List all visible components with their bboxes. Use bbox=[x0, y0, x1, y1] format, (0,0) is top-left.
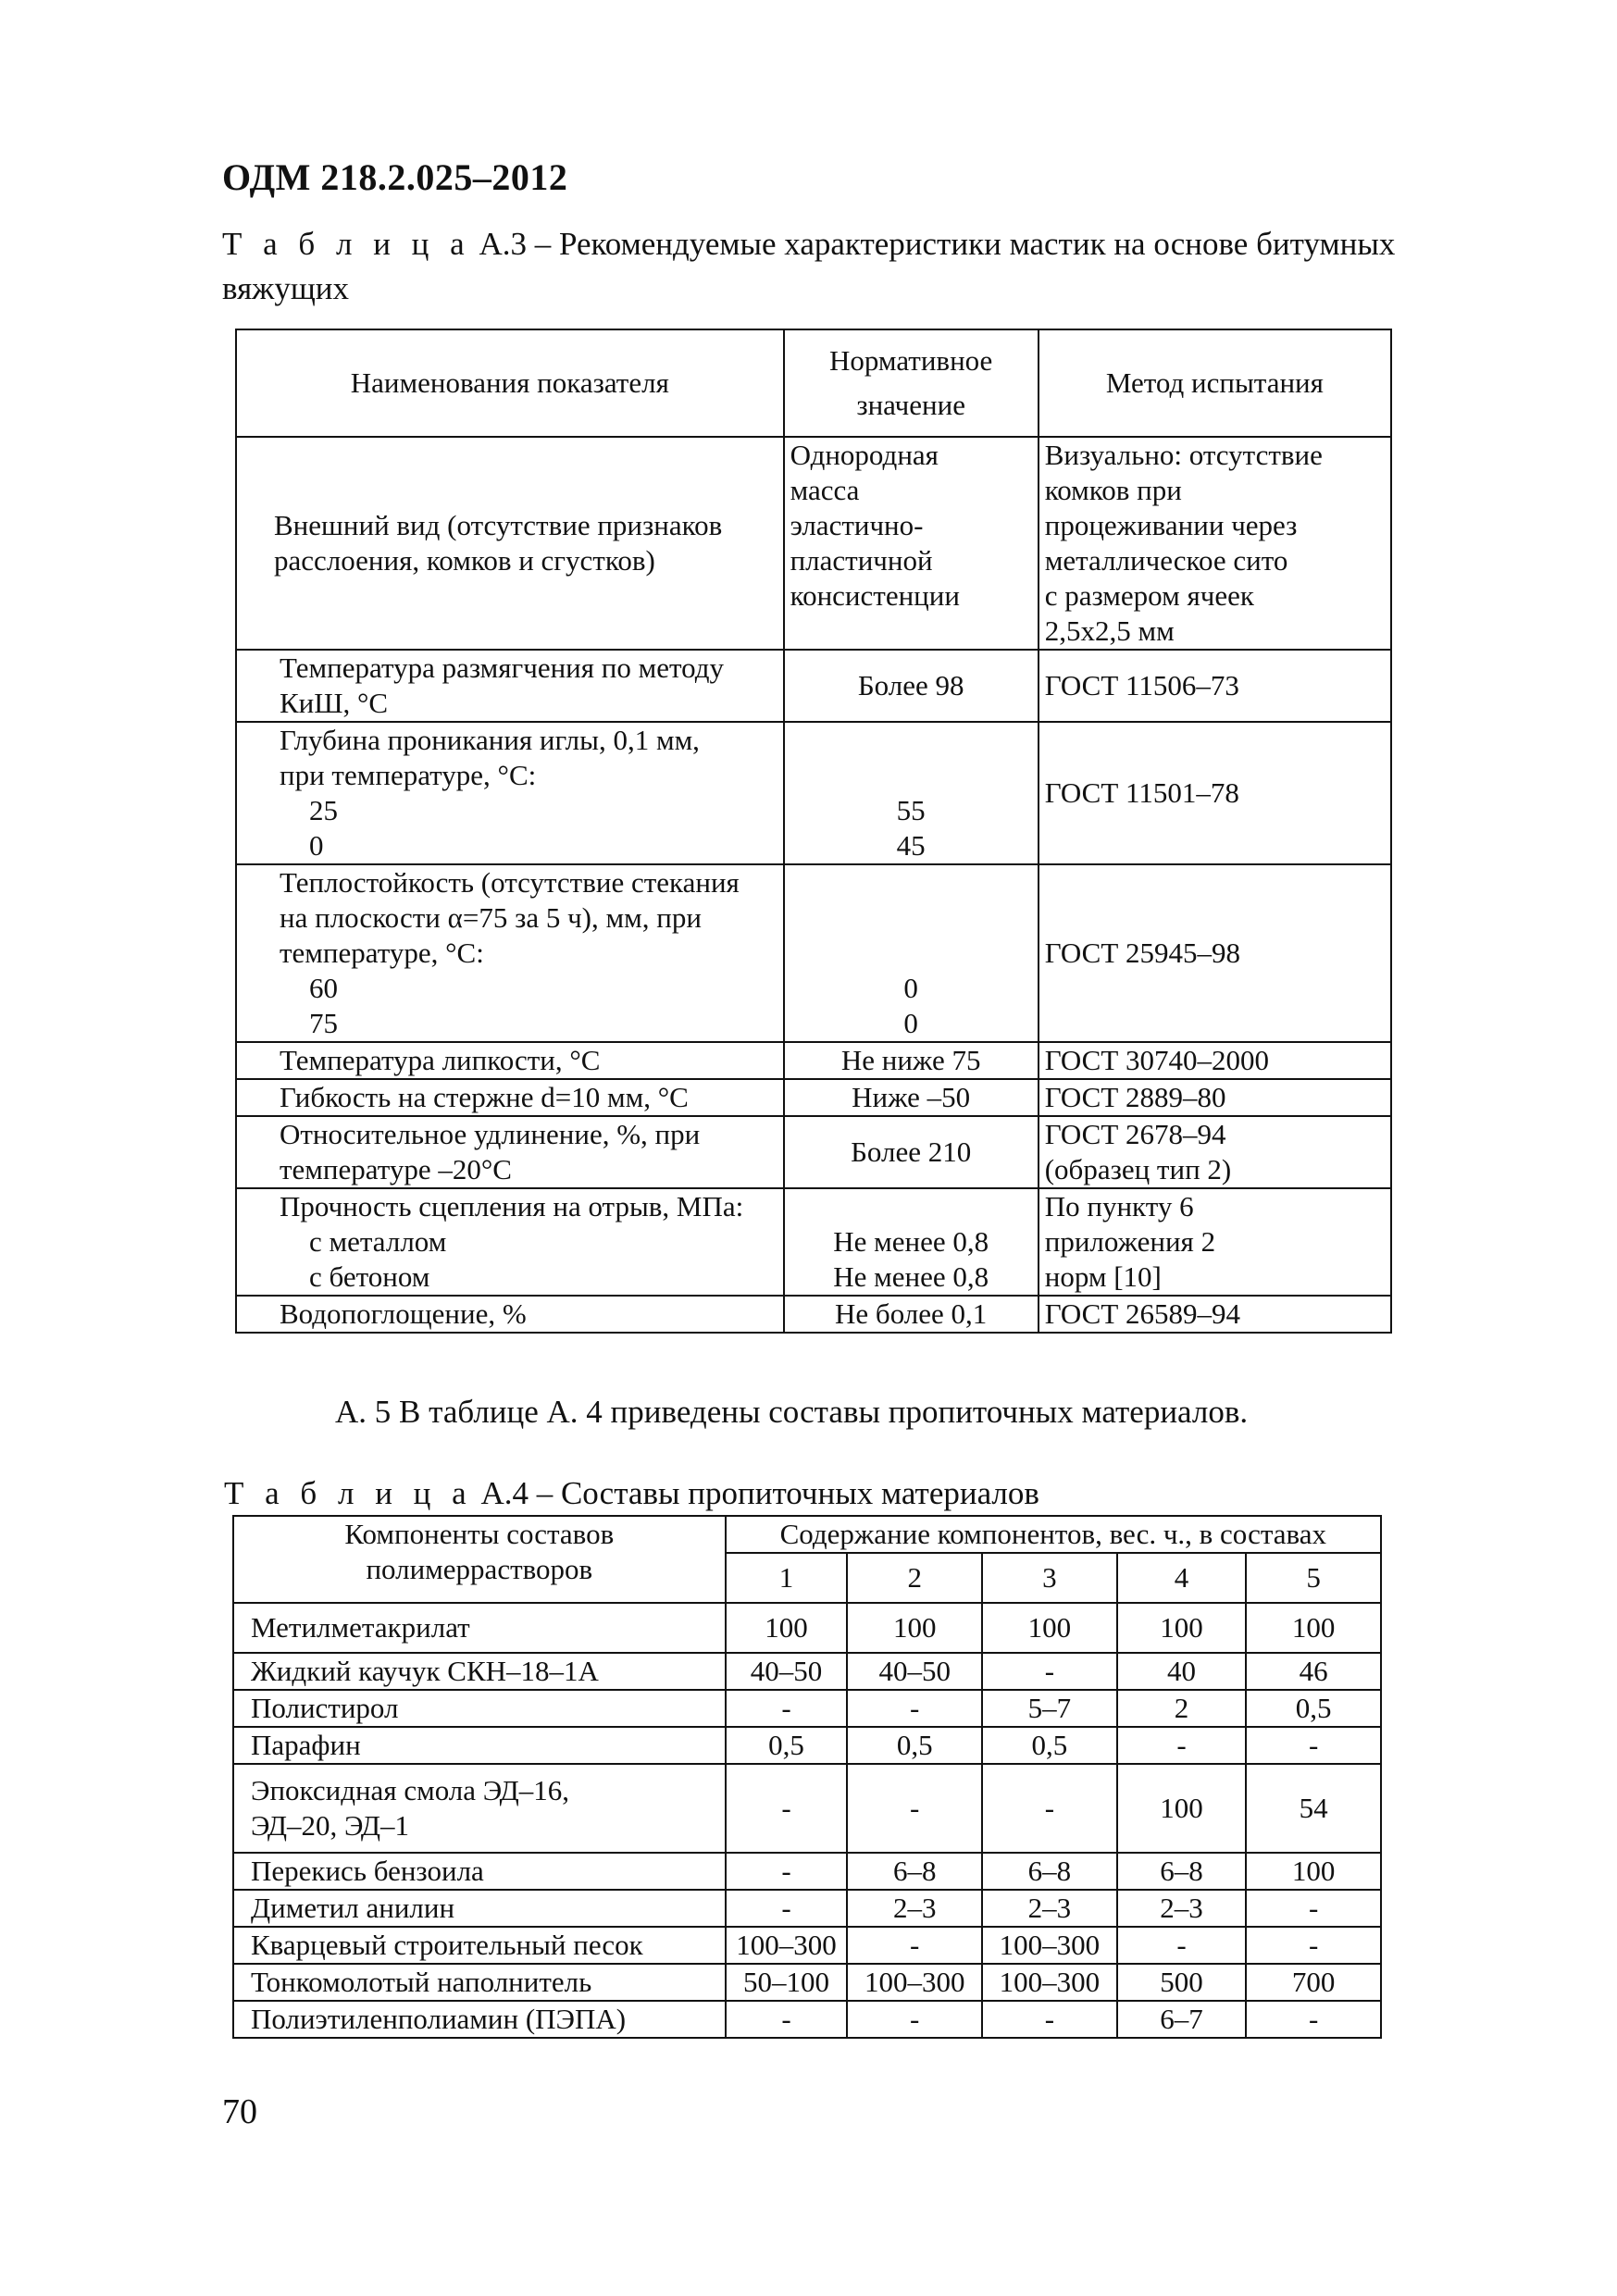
indicator-cell bbox=[236, 1116, 784, 1188]
norm-value-cell bbox=[784, 650, 1039, 722]
test-method-line: ГОСТ 25945–98 bbox=[1044, 937, 1241, 969]
norm-value-line: Более 98 bbox=[857, 669, 964, 701]
component-cell bbox=[233, 1853, 726, 1890]
norm-value-line bbox=[790, 900, 1032, 936]
indicator-cell bbox=[236, 1188, 784, 1296]
table-row bbox=[233, 1690, 1381, 1727]
content-cell: 2 bbox=[1117, 1690, 1247, 1727]
indicator-line: 75 bbox=[309, 1007, 338, 1039]
indicator-cell bbox=[236, 722, 784, 864]
norm-value-line: Не более 0,1 bbox=[835, 1297, 988, 1330]
indicator-cell bbox=[236, 1296, 784, 1333]
test-method-cell bbox=[1039, 864, 1391, 1042]
indicator-line: на плоскости α=75 за 5 ч), мм, при bbox=[280, 901, 702, 934]
test-method-cell bbox=[1039, 650, 1391, 722]
content-cell: - bbox=[726, 1690, 848, 1727]
content-cell: 54 bbox=[1246, 1764, 1381, 1853]
indicator-line: 25 bbox=[309, 794, 338, 826]
norm-value-line: 0 bbox=[903, 972, 918, 1004]
content-cell: 6–8 bbox=[982, 1853, 1117, 1890]
component-line: Полиэтиленполиамин (ПЭПА) bbox=[251, 2003, 627, 2035]
table-row bbox=[233, 1964, 1381, 2001]
caption-prefix: Т а б л и ц а bbox=[224, 1475, 473, 1511]
test-method-line: Визуально: отсутствие bbox=[1044, 439, 1323, 471]
indicator-line: КиШ, °С bbox=[280, 687, 389, 719]
content-cell: - bbox=[982, 2001, 1117, 2038]
component-cell bbox=[233, 1764, 726, 1853]
test-method-line: ГОСТ 2678–94 bbox=[1044, 1118, 1226, 1150]
content-cell: 100 bbox=[847, 1603, 982, 1653]
caption-text: А.3 – Рекомендуемые характеристики мастик на основе битумных вяжущих bbox=[222, 226, 1396, 306]
content-cell: 6–8 bbox=[847, 1853, 982, 1890]
document-code: ОДМ 218.2.025–2012 bbox=[222, 156, 568, 198]
norm-value-line: Не менее 0,8 bbox=[833, 1225, 989, 1258]
test-method-line: ГОСТ 11501–78 bbox=[1044, 776, 1239, 809]
norm-value-line bbox=[790, 1189, 1032, 1224]
content-cell: 100–300 bbox=[847, 1964, 982, 2001]
component-line: Полистирол bbox=[251, 1692, 399, 1724]
test-method-cell bbox=[1039, 1188, 1391, 1296]
component-header bbox=[233, 1516, 726, 1603]
norm-value-line: Однородная bbox=[790, 439, 939, 471]
norm-value-line bbox=[790, 758, 1032, 793]
table-a3 bbox=[235, 329, 1392, 1334]
indicator-line: Глубина проникания иглы, 0,1 мм, bbox=[280, 724, 700, 756]
component-line: Парафин bbox=[251, 1729, 361, 1761]
content-cell: - bbox=[726, 1853, 848, 1890]
content-cell: 100 bbox=[1117, 1764, 1247, 1853]
component-cell bbox=[233, 1890, 726, 1927]
indicator-line: Температура липкости, °С bbox=[280, 1044, 601, 1076]
content-cell: - bbox=[982, 1653, 1117, 1690]
indicator-line: температуре, °С: bbox=[280, 937, 484, 969]
indicator-line: Прочность сцепления на отрыв, МПа: bbox=[280, 1190, 744, 1222]
content-cell: - bbox=[726, 1890, 848, 1927]
norm-value-line: Более 210 bbox=[851, 1136, 972, 1168]
table-row bbox=[233, 1927, 1381, 1964]
content-header: Содержание компонентов, вес. ч., в составах bbox=[726, 1516, 1381, 1553]
indicator-line: с металлом bbox=[309, 1225, 447, 1258]
content-cell: 40–50 bbox=[847, 1653, 982, 1690]
table-row bbox=[236, 437, 1391, 650]
indicator-line: Гибкость на стержне d=10 мм, °С bbox=[280, 1081, 689, 1113]
composition-number: 5 bbox=[1246, 1553, 1381, 1603]
content-cell: 2–3 bbox=[982, 1890, 1117, 1927]
table-row bbox=[233, 1853, 1381, 1890]
table-row bbox=[233, 2001, 1381, 2038]
table-row bbox=[233, 1653, 1381, 1690]
component-cell bbox=[233, 1964, 726, 2001]
content-cell: 0,5 bbox=[847, 1727, 982, 1764]
column-header: Наименования показателя bbox=[236, 329, 784, 437]
test-method-cell bbox=[1039, 722, 1391, 864]
test-method-line: ГОСТ 30740–2000 bbox=[1044, 1044, 1270, 1076]
norm-value-line bbox=[790, 865, 1032, 900]
table-row bbox=[236, 1116, 1391, 1188]
norm-value-line: масса bbox=[790, 474, 860, 506]
content-cell: - bbox=[1246, 2001, 1381, 2038]
content-cell: - bbox=[847, 2001, 982, 2038]
test-method-cell bbox=[1039, 1042, 1391, 1079]
content-cell: 6–7 bbox=[1117, 2001, 1247, 2038]
norm-value-cell bbox=[784, 437, 1039, 650]
table-a3-caption bbox=[222, 222, 1425, 311]
content-cell: - bbox=[1246, 1890, 1381, 1927]
composition-number: 1 bbox=[726, 1553, 848, 1603]
indicator-line: Температура размягчения по методу bbox=[280, 652, 725, 684]
component-cell bbox=[233, 2001, 726, 2038]
component-cell bbox=[233, 1927, 726, 1964]
norm-value-line: Не ниже 75 bbox=[840, 1044, 981, 1076]
content-cell: 100 bbox=[726, 1603, 848, 1653]
composition-number: 2 bbox=[847, 1553, 982, 1603]
test-method-line: ГОСТ 11506–73 bbox=[1044, 669, 1239, 701]
indicator-line: при температуре, °С: bbox=[280, 759, 537, 791]
component-line: ЭД–20, ЭД–1 bbox=[251, 1809, 410, 1842]
indicator-line: расслоения, комков и сгустков) bbox=[274, 544, 655, 577]
norm-value-line: консистенции bbox=[790, 579, 960, 612]
test-method-line: металлическое сито bbox=[1044, 544, 1288, 577]
content-cell: 6–8 bbox=[1117, 1853, 1247, 1890]
table-row bbox=[233, 1727, 1381, 1764]
table-row bbox=[233, 1764, 1381, 1853]
indicator-line: 0 bbox=[309, 829, 324, 862]
content-cell: - bbox=[847, 1690, 982, 1727]
caption-text: А.4 – Составы пропиточных материалов bbox=[472, 1475, 1039, 1511]
test-method-line: 2,5х2,5 мм bbox=[1044, 614, 1175, 647]
norm-value-line bbox=[790, 723, 1032, 758]
indicator-cell bbox=[236, 1042, 784, 1079]
table-row bbox=[236, 722, 1391, 864]
component-cell bbox=[233, 1603, 726, 1653]
content-cell: 100 bbox=[1117, 1603, 1247, 1653]
component-line: Метилметакрилат bbox=[251, 1611, 470, 1644]
norm-value-cell bbox=[784, 864, 1039, 1042]
content-cell: 40 bbox=[1117, 1653, 1247, 1690]
content-cell: 50–100 bbox=[726, 1964, 848, 2001]
content-cell: 2–3 bbox=[847, 1890, 982, 1927]
content-cell: - bbox=[847, 1764, 982, 1853]
test-method-cell bbox=[1039, 1296, 1391, 1333]
content-cell: 0,5 bbox=[982, 1727, 1117, 1764]
content-cell: 100–300 bbox=[982, 1964, 1117, 2001]
test-method-line: комков при bbox=[1044, 474, 1182, 506]
table-row bbox=[236, 1188, 1391, 1296]
norm-value-line: Не менее 0,8 bbox=[833, 1260, 989, 1293]
component-line: Эпоксидная смола ЭД–16, bbox=[251, 1774, 570, 1806]
test-method-line: ГОСТ 2889–80 bbox=[1044, 1081, 1226, 1113]
content-cell: - bbox=[847, 1927, 982, 1964]
component-line: Диметил анилин bbox=[251, 1892, 455, 1924]
table-a4-caption bbox=[224, 1471, 1427, 1516]
table-row bbox=[236, 1079, 1391, 1116]
table-row bbox=[236, 864, 1391, 1042]
content-cell: 46 bbox=[1246, 1653, 1381, 1690]
indicator-line: 60 bbox=[309, 972, 338, 1004]
content-cell: 2–3 bbox=[1117, 1890, 1247, 1927]
norm-value-line: эластично- bbox=[790, 509, 924, 541]
content-cell: 100 bbox=[1246, 1853, 1381, 1890]
content-cell: - bbox=[1246, 1727, 1381, 1764]
indicator-line: температуре –20°С bbox=[280, 1153, 512, 1185]
content-cell: 100 bbox=[982, 1603, 1117, 1653]
content-cell: - bbox=[1117, 1727, 1247, 1764]
component-line: Перекись бензоила bbox=[251, 1855, 484, 1887]
indicator-cell bbox=[236, 437, 784, 650]
header-line: Компоненты составов bbox=[344, 1518, 615, 1550]
test-method-line: (образец тип 2) bbox=[1044, 1153, 1232, 1185]
test-method-cell bbox=[1039, 1116, 1391, 1188]
test-method-line: ГОСТ 26589–94 bbox=[1044, 1297, 1241, 1330]
caption-prefix: Т а б л и ц а bbox=[222, 226, 471, 262]
component-cell bbox=[233, 1653, 726, 1690]
indicator-line: Внешний вид (отсутствие признаков bbox=[274, 509, 723, 541]
norm-value-line: 45 bbox=[896, 829, 926, 862]
norm-value-cell bbox=[784, 722, 1039, 864]
indicator-line: Относительное удлинение, %, при bbox=[280, 1118, 701, 1150]
norm-value-line: пластичной bbox=[790, 544, 933, 577]
header-line: полимеррастворов bbox=[366, 1553, 593, 1585]
table-row bbox=[233, 1603, 1381, 1653]
content-cell: 100 bbox=[1246, 1603, 1381, 1653]
test-method-line: процеживании через bbox=[1044, 509, 1298, 541]
indicator-line: Теплостойкость (отсутствие стекания bbox=[280, 866, 740, 899]
content-cell: 0,5 bbox=[726, 1727, 848, 1764]
test-method-cell bbox=[1039, 1079, 1391, 1116]
test-method-cell bbox=[1039, 437, 1391, 650]
table-row bbox=[236, 650, 1391, 722]
norm-value-line: 55 bbox=[896, 794, 926, 826]
indicator-line: с бетоном bbox=[309, 1260, 430, 1293]
component-line: Жидкий каучук СКН–18–1А bbox=[251, 1655, 599, 1687]
content-cell: - bbox=[1246, 1927, 1381, 1964]
content-cell: 100–300 bbox=[982, 1927, 1117, 1964]
norm-value-cell bbox=[784, 1188, 1039, 1296]
content-cell: - bbox=[726, 1764, 848, 1853]
composition-number: 3 bbox=[982, 1553, 1117, 1603]
component-line: Тонкомолотый наполнитель bbox=[251, 1966, 592, 1998]
indicator-cell bbox=[236, 650, 784, 722]
norm-value-cell bbox=[784, 1042, 1039, 1079]
table-row bbox=[233, 1890, 1381, 1927]
indicator-line: Водопоглощение, % bbox=[280, 1297, 527, 1330]
component-line: Кварцевый строительный песок bbox=[251, 1929, 643, 1961]
norm-value-line: Ниже –50 bbox=[852, 1081, 971, 1113]
content-cell: - bbox=[982, 1764, 1117, 1853]
indicator-cell bbox=[236, 864, 784, 1042]
table-row bbox=[236, 1296, 1391, 1333]
column-header: Нормативное значение bbox=[784, 329, 1039, 437]
content-cell: - bbox=[1117, 1927, 1247, 1964]
column-header: Метод испытания bbox=[1039, 329, 1391, 437]
component-cell bbox=[233, 1690, 726, 1727]
component-cell bbox=[233, 1727, 726, 1764]
content-cell: 0,5 bbox=[1246, 1690, 1381, 1727]
content-cell: 5–7 bbox=[982, 1690, 1117, 1727]
table-a4 bbox=[232, 1515, 1382, 2039]
page-number: 70 bbox=[222, 2092, 257, 2131]
content-cell: - bbox=[726, 2001, 848, 2038]
norm-value-line bbox=[790, 936, 1032, 971]
test-method-line: приложения 2 bbox=[1044, 1225, 1216, 1258]
table-row bbox=[236, 1042, 1391, 1079]
norm-value-line: 0 bbox=[903, 1007, 918, 1039]
norm-value-cell bbox=[784, 1079, 1039, 1116]
indicator-cell bbox=[236, 1079, 784, 1116]
content-cell: 500 bbox=[1117, 1964, 1247, 2001]
content-cell: 100–300 bbox=[726, 1927, 848, 1964]
content-cell: 700 bbox=[1246, 1964, 1381, 2001]
content-cell: 40–50 bbox=[726, 1653, 848, 1690]
composition-number: 4 bbox=[1117, 1553, 1247, 1603]
test-method-line: норм [10] bbox=[1044, 1260, 1162, 1293]
test-method-line: По пункту 6 bbox=[1044, 1190, 1194, 1222]
norm-value-cell bbox=[784, 1296, 1039, 1333]
norm-value-cell bbox=[784, 1116, 1039, 1188]
paragraph: А. 5 В таблице А. 4 приведены составы пропиточных материалов. bbox=[335, 1394, 1249, 1430]
test-method-line: с размером ячеек bbox=[1044, 579, 1254, 612]
